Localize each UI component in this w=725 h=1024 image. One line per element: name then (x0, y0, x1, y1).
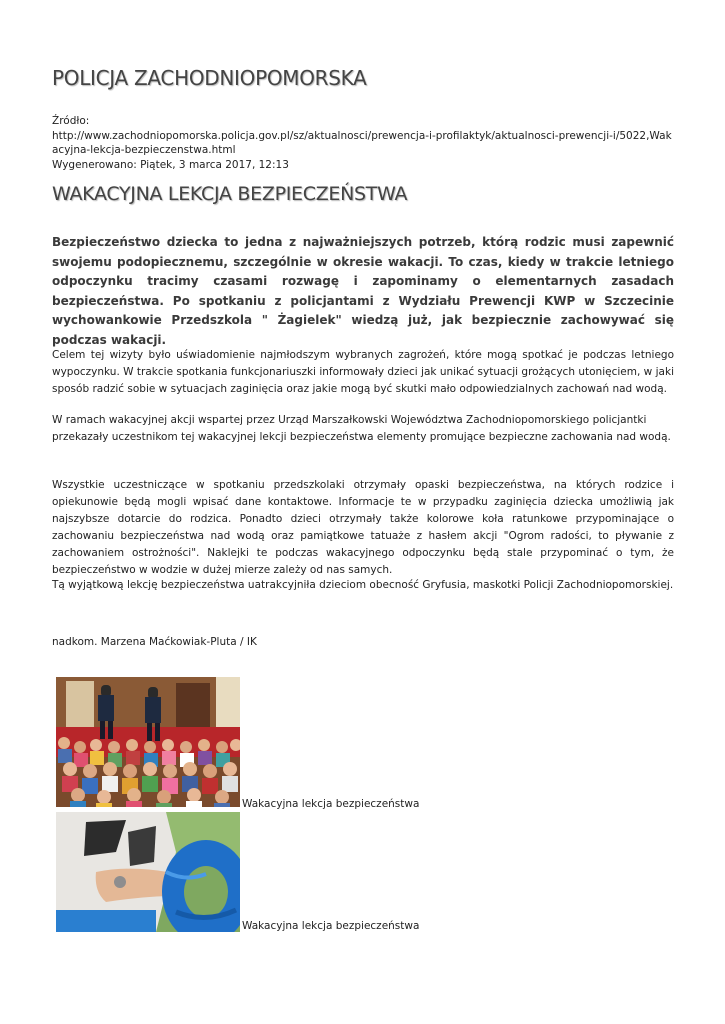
article-lead: Bezpieczeństwo dziecka to jedna z najważniejszych potrzeb, którą rodzic musi zapewnić swojemu podopiecznemu, szczególnie w okresie wakacji. To czas, kiedy w trakcie letniego odpoczynku tracimy czasami rozwagę i zapominamy o elementarnych zasadach bezpieczeństwa. Po spotkaniu z policjantami z Wydziału Prewencji KWP w Szczecinie wychowankowie Przedszkola " Żagielek" wiedzą już, jak bezpiecznie zachowywać się podczas wakacji. (52, 235, 674, 347)
source-url[interactable]: http://www.zachodniopomorska.policja.gov.pl/sz/aktualnosci/prewencja-i-profilaktyk/aktualnosci-prewencji-i/5022,Wakacyjna-lekcja-bezpieczenstwa.html (52, 129, 672, 156)
article-paragraph: Celem tej wizyty było uświadomienie najmłodszym wybranych zagrożeń, które mogą spotkać je podczas letniego wypoczynku. W trakcie spotkania funkcjonariuszki informowały dzieci jak unikać sytuacji grożących utonięciem, w jaki sposób radzić sobie w sytuacjach zaginięcia oraz jakie mogą być skutki mało odpowiedzialnych zachowań nad wodą. (52, 349, 674, 395)
article-paragraph: Tą wyjątkową lekcję bezpieczeństwa uatrakcyjniła dzieciom obecność Gryfusia, maskotki Policji Zachodniopomorskiej. (52, 579, 674, 591)
gallery-caption: Wakacyjna lekcja bezpieczeństwa (242, 920, 420, 932)
article-title: WAKACYJNA LEKCJA BEZPIECZEŃSTWA (52, 183, 408, 205)
article-paragraph: W ramach wakacyjnej akcji wspartej przez Urząd Marszałkowski Województwa Zachodniopomorskiego policjantki przekazały uczestnikom tej wakacyjnej lekcji bezpieczeństwa elementy promujące bezpieczne zachowania nad wodą. (52, 414, 671, 443)
source-label: Źródło: (52, 115, 90, 127)
article-paragraph: Wszystkie uczestniczące w spotkaniu przedszkolaki otrzymały opaski bezpieczeństwa, na których rodzice i opiekunowie będą mogli wpisać dane kontaktowe. Informacje te w przypadku zaginięcia dziecka umożliwią jak najszybsze dotarcie do rodzica. Ponadto dzieci otrzymały także kolorowe koła ratunkowe przypominające o zachowaniu bezpieczeństwa nad wodą oraz pamiątkowe tatuaże z hasłem akcji "Ogrom radości, to pływanie z zachowaniem ostrożności". Naklejki te podczas wakacyjnego odpoczynku będą stale przypominać o tym, że bezpieczeństwo w wodzie w dużej mierze zależy od nas samych. (52, 479, 674, 576)
author-signature: nadkom. Marzena Maćkowiak-Pluta / IK (52, 636, 257, 648)
gallery-caption: Wakacyjna lekcja bezpieczeństwa (242, 798, 420, 810)
site-title: POLICJA ZACHODNIOPOMORSKA (52, 66, 367, 90)
gallery-photo-tattoo-lifebuoy[interactable] (56, 812, 240, 932)
gallery-photo-officers-with-children[interactable] (56, 677, 240, 807)
source-info (52, 114, 674, 172)
generated-date: Wygenerowano: Piątek, 3 marca 2017, 12:13 (52, 158, 289, 171)
